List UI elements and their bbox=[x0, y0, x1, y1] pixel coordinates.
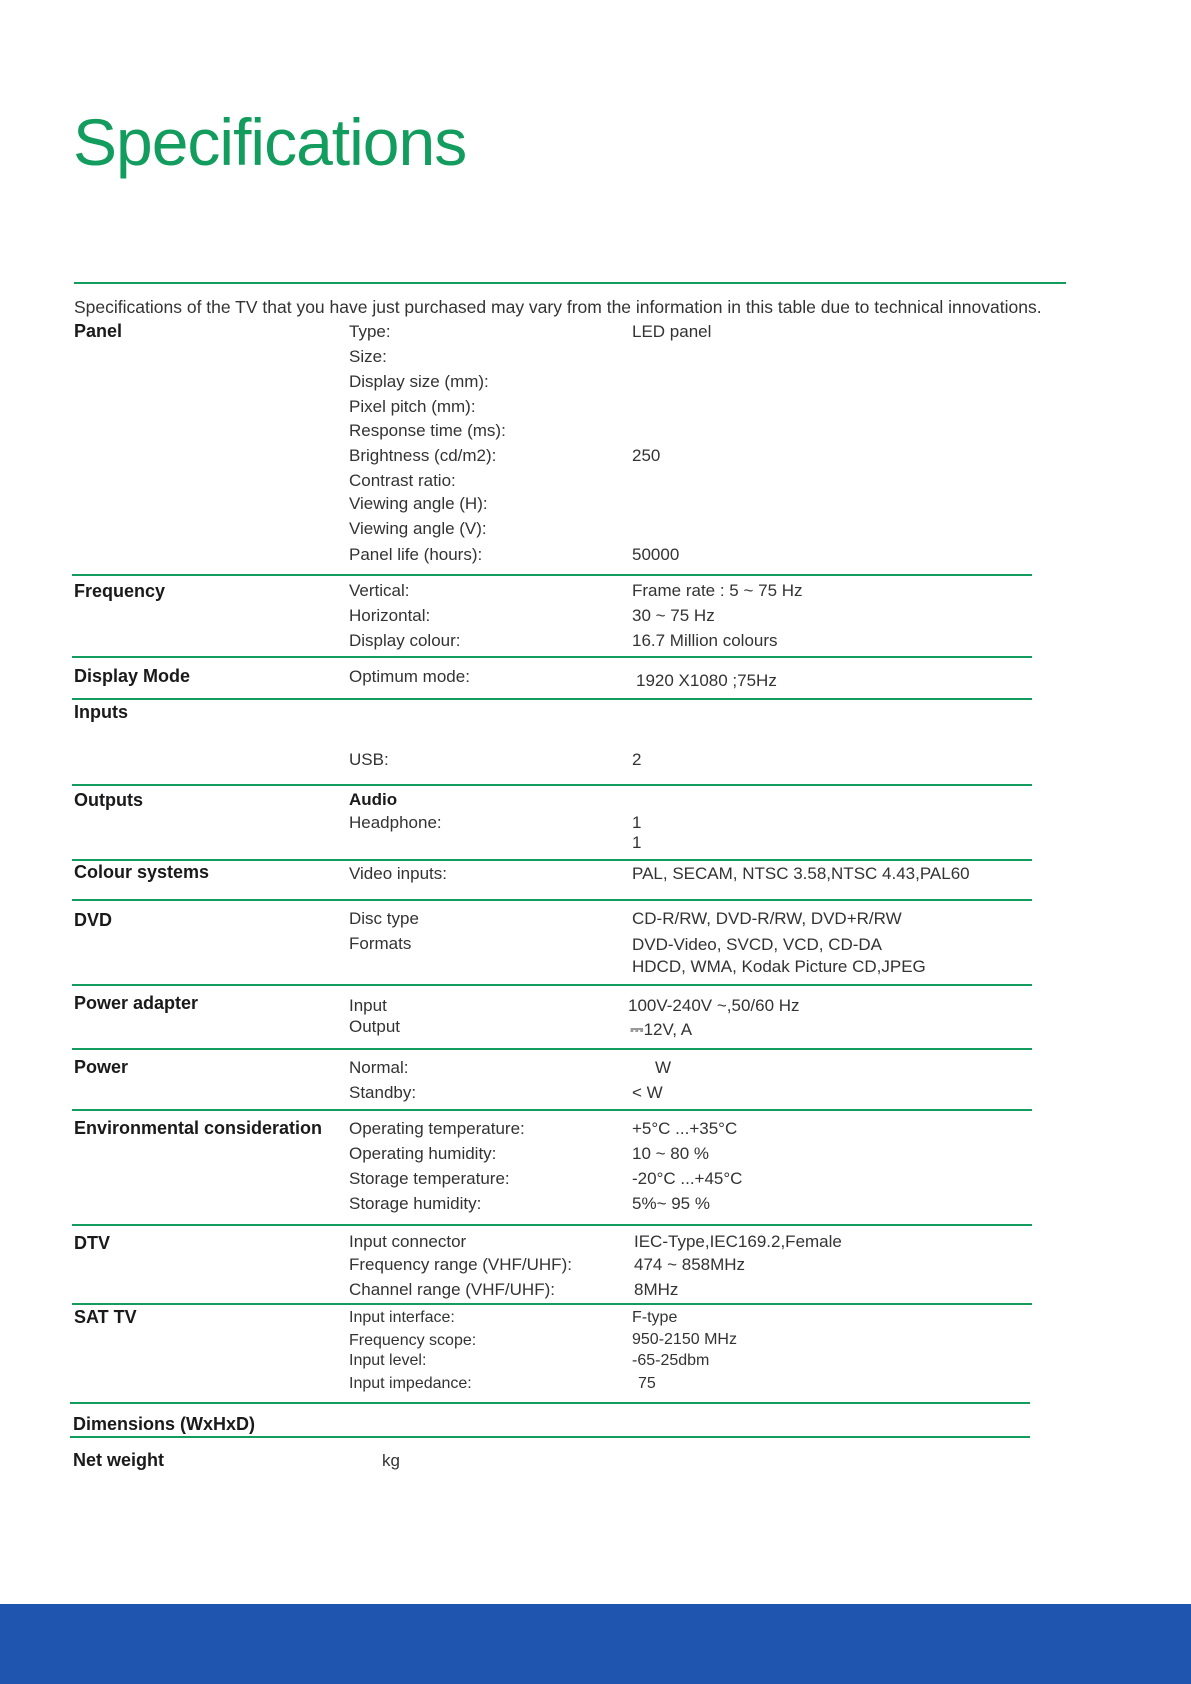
section-divider bbox=[72, 859, 1032, 861]
outputs-value-1: 1 bbox=[632, 813, 642, 832]
section-environmental-heading: Environmental consideration bbox=[74, 1118, 323, 1138]
section-outputs-heading: Outputs bbox=[74, 790, 143, 810]
environment-value-op-humidity: 10 ~ 80 % bbox=[632, 1144, 710, 1163]
panel-label-response-time: Response time (ms): bbox=[349, 421, 506, 440]
section-divider bbox=[72, 574, 1032, 576]
panel-label-viewing-h: Viewing angle (H): bbox=[349, 494, 488, 513]
frequency-value-horizontal: 30 ~ 75 Hz bbox=[632, 606, 715, 625]
net-weight-unit: kg bbox=[382, 1451, 400, 1470]
colour-systems-value: PAL, SECAM, NTSC 3.58,NTSC 4.43,PAL60 bbox=[632, 864, 970, 883]
frequency-label-vertical: Vertical: bbox=[349, 581, 410, 600]
sat-tv-value-input-level: -65-25dbm bbox=[632, 1352, 710, 1369]
section-divider bbox=[72, 1048, 1032, 1050]
sat-tv-label-input-level: Input level: bbox=[349, 1352, 427, 1369]
frequency-label-colour: Display colour: bbox=[349, 631, 461, 650]
section-divider bbox=[72, 1303, 1032, 1305]
sat-tv-label-input-interface: Input interface: bbox=[349, 1309, 455, 1326]
dtv-value-input-connector: IEC-Type,IEC169.2,Female bbox=[634, 1232, 842, 1251]
section-divider bbox=[72, 656, 1032, 658]
panel-label-contrast: Contrast ratio: bbox=[349, 471, 456, 490]
top-divider bbox=[74, 282, 1066, 284]
dvd-value-disc-type: CD-R/RW, DVD-R/RW, DVD+R/RW bbox=[632, 909, 902, 928]
section-inputs-heading: Inputs bbox=[74, 702, 128, 722]
panel-label-size: Size: bbox=[349, 347, 387, 366]
inputs-value-usb: 2 bbox=[632, 750, 642, 769]
section-power-adapter-heading: Power adapter bbox=[74, 993, 199, 1013]
environment-value-op-temp: +5°C ...+35°C bbox=[632, 1119, 738, 1138]
frequency-value-colour: 16.7 Million colours bbox=[632, 631, 778, 650]
panel-value-brightness: 250 bbox=[632, 446, 661, 465]
power-value-normal: W bbox=[655, 1058, 672, 1077]
inputs-label-usb: USB: bbox=[349, 750, 389, 769]
section-dvd-heading: DVD bbox=[74, 910, 113, 930]
panel-label-life: Panel life (hours): bbox=[349, 545, 483, 564]
dtv-label-frequency-range: Frequency range (VHF/UHF): bbox=[349, 1255, 572, 1274]
dvd-value-formats-2: HDCD, WMA, Kodak Picture CD,JPEG bbox=[632, 957, 926, 976]
section-net-weight-heading: Net weight bbox=[73, 1450, 165, 1470]
power-label-normal: Normal: bbox=[349, 1058, 409, 1077]
footer-bar bbox=[0, 1604, 1191, 1684]
display-mode-value: 1920 X1080 ;75Hz bbox=[636, 671, 777, 690]
section-dimensions-heading: Dimensions (WxHxD) bbox=[73, 1414, 256, 1434]
power-adapter-label-output: Output bbox=[349, 1017, 401, 1036]
power-adapter-value-output: ⎓12V, A bbox=[630, 1020, 693, 1039]
panel-label-brightness: Brightness (cd/m2): bbox=[349, 446, 497, 465]
section-divider bbox=[70, 1402, 1030, 1404]
sat-tv-value-input-impedance: 75 bbox=[638, 1375, 656, 1392]
power-adapter-value-input: 100V-240V ~,50/60 Hz bbox=[628, 996, 800, 1015]
dtv-label-input-connector: Input connector bbox=[349, 1232, 467, 1251]
outputs-audio-subheading: Audio bbox=[349, 790, 398, 809]
section-colour-systems-heading: Colour systems bbox=[74, 862, 210, 882]
frequency-label-horizontal: Horizontal: bbox=[349, 606, 431, 625]
power-label-standby: Standby: bbox=[349, 1083, 417, 1102]
dvd-label-disc-type: Disc type bbox=[349, 909, 419, 928]
dtv-value-channel-range: 8MHz bbox=[634, 1280, 679, 1299]
frequency-value-vertical: Frame rate : 5 ~ 75 Hz bbox=[632, 581, 803, 600]
section-divider bbox=[72, 984, 1032, 986]
dvd-label-formats: Formats bbox=[349, 934, 412, 953]
environment-label-op-humidity: Operating humidity: bbox=[349, 1144, 497, 1163]
environment-value-storage-humidity: 5%~ 95 % bbox=[632, 1194, 710, 1213]
power-adapter-label-input: Input bbox=[349, 996, 387, 1015]
section-sat-tv-heading: SAT TV bbox=[74, 1307, 137, 1327]
page-title: Specifications bbox=[73, 105, 467, 179]
section-divider bbox=[70, 1436, 1030, 1438]
dtv-value-frequency-range: 474 ~ 858MHz bbox=[634, 1255, 746, 1274]
panel-value-type: LED panel bbox=[632, 322, 712, 341]
panel-label-pixel-pitch: Pixel pitch (mm): bbox=[349, 397, 476, 416]
section-divider bbox=[72, 1109, 1032, 1111]
section-divider bbox=[72, 784, 1032, 786]
panel-label-display-size: Display size (mm): bbox=[349, 372, 489, 391]
sat-tv-label-frequency-scope: Frequency scope: bbox=[349, 1332, 477, 1349]
dtv-label-channel-range: Channel range (VHF/UHF): bbox=[349, 1280, 555, 1299]
power-value-standby: < W bbox=[632, 1083, 663, 1102]
sat-tv-value-input-interface: F-type bbox=[632, 1309, 678, 1326]
sat-tv-label-input-impedance: Input impedance: bbox=[349, 1375, 472, 1392]
display-mode-label: Optimum mode: bbox=[349, 667, 470, 686]
dvd-value-formats-1: DVD-Video, SVCD, VCD, CD-DA bbox=[632, 935, 883, 954]
section-power-heading: Power bbox=[74, 1057, 129, 1077]
panel-label-type: Type: bbox=[349, 322, 391, 341]
colour-systems-label: Video inputs: bbox=[349, 864, 447, 883]
sat-tv-value-frequency-scope: 950-2150 MHz bbox=[632, 1331, 737, 1348]
section-dtv-heading: DTV bbox=[74, 1233, 110, 1253]
section-divider bbox=[72, 698, 1032, 700]
environment-value-storage-temp: -20°C ...+45°C bbox=[632, 1169, 743, 1188]
section-frequency-heading: Frequency bbox=[74, 581, 166, 601]
panel-value-life: 50000 bbox=[632, 545, 680, 564]
outputs-label-headphone: Headphone: bbox=[349, 813, 442, 832]
section-divider bbox=[72, 1224, 1032, 1226]
panel-label-viewing-v: Viewing angle (V): bbox=[349, 519, 487, 538]
outputs-value-2: 1 bbox=[632, 833, 642, 852]
environment-label-op-temp: Operating temperature: bbox=[349, 1119, 525, 1138]
environment-label-storage-humidity: Storage humidity: bbox=[349, 1194, 482, 1213]
section-display-mode-heading: Display Mode bbox=[74, 666, 191, 686]
environment-label-storage-temp: Storage temperature: bbox=[349, 1169, 510, 1188]
section-panel-heading: Panel bbox=[74, 321, 123, 341]
section-divider bbox=[72, 899, 1032, 901]
intro-text: Specifications of the TV that you have just purchased may vary from the information in this table due to technical innovations. bbox=[74, 297, 1042, 317]
